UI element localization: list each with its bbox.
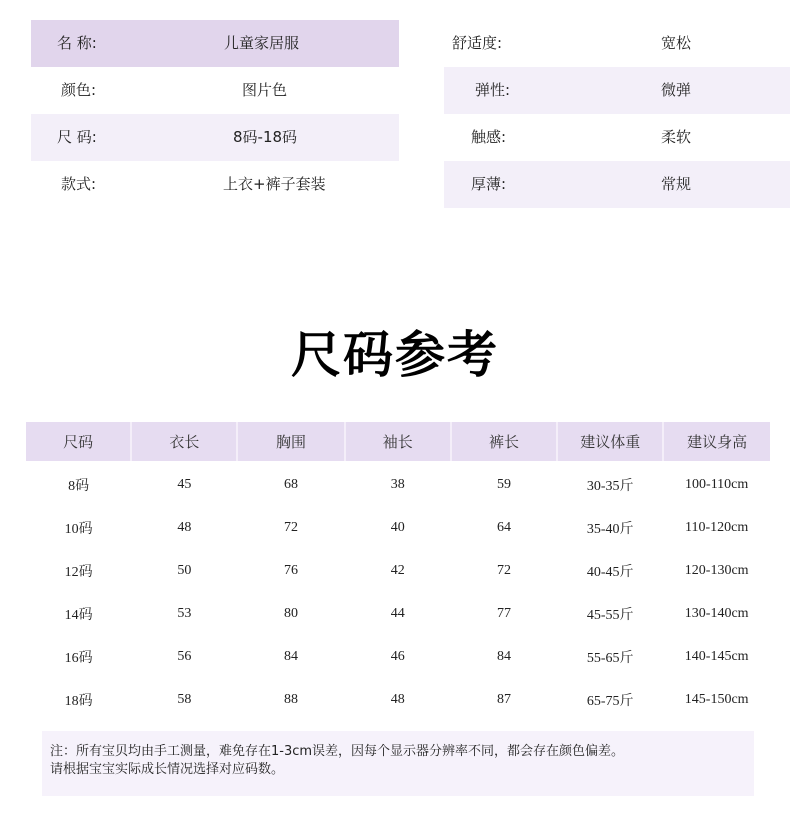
column-header: 建议体重 [557, 422, 663, 461]
table-cell: 84 [284, 648, 299, 664]
table-cell: 145-150cm [684, 691, 749, 707]
info-label: 弹性: [475, 81, 511, 99]
info-row-size [31, 114, 399, 161]
note-line: 请根据宝宝实际成长情况选择对应码数。 [50, 762, 285, 777]
info-label: 厚薄: [471, 175, 507, 193]
table-cell: 53 [177, 605, 192, 621]
table-cell: 16码 [64, 650, 93, 666]
table-cell: 50 [177, 562, 192, 578]
info-row-thickness [444, 161, 790, 208]
table-cell: 140-145cm [684, 648, 749, 664]
info-label: 款式: [61, 175, 97, 193]
table-cell: 58 [177, 691, 192, 707]
info-value: 儿童家居服 [224, 34, 300, 52]
table-cell: 120-130cm [684, 562, 749, 578]
table-row [26, 592, 770, 635]
table-cell: 48 [390, 691, 405, 707]
info-label: 触感: [471, 128, 507, 146]
column-header: 胸围 [237, 422, 344, 461]
table-cell: 56 [177, 648, 192, 664]
info-value: 柔软 [661, 128, 692, 146]
column-header: 裤长 [451, 422, 557, 461]
info-label: 名 称: [57, 34, 97, 52]
column-header: 衣长 [131, 422, 237, 461]
info-row-style [31, 161, 399, 208]
table-cell: 48 [177, 519, 192, 535]
table-cell: 84 [496, 648, 511, 664]
info-value: 宽松 [661, 34, 692, 52]
info-value: 图片色 [242, 81, 288, 99]
table-row [26, 635, 770, 678]
table-cell: 64 [496, 519, 511, 535]
table-header-row [26, 422, 770, 461]
size-chart-table [26, 422, 770, 721]
table-cell: 55-65斤 [586, 650, 634, 666]
info-value: 8码-18码 [233, 128, 298, 146]
product-info-left [31, 20, 399, 208]
table-cell: 100-110cm [685, 476, 749, 492]
info-label: 尺 码: [57, 128, 97, 146]
table-cell: 10码 [64, 521, 93, 537]
table-cell: 44 [390, 605, 405, 621]
table-cell: 35-40斤 [586, 521, 634, 537]
table-cell: 8码 [68, 478, 90, 494]
table-cell: 46 [390, 648, 405, 664]
table-cell: 72 [496, 562, 511, 578]
table-cell: 77 [496, 605, 511, 621]
table-cell: 110-120cm [685, 519, 749, 535]
info-row-color [31, 67, 399, 114]
measurement-note [42, 731, 754, 796]
note-line: 注：所有宝贝均由手工测量，难免存在1-3cm误差，因每个显示器分辨率不同，都会存在颜色偏差。 [50, 744, 625, 759]
table-row [26, 678, 770, 721]
info-row-touch [444, 114, 790, 161]
info-row-name [31, 20, 399, 67]
product-info-right [444, 20, 790, 208]
info-value: 微弹 [661, 81, 692, 99]
table-cell: 87 [496, 691, 511, 707]
info-value: 常规 [661, 175, 692, 193]
table-cell: 130-140cm [684, 605, 749, 621]
table-cell: 30-35斤 [586, 478, 634, 494]
table-cell: 65-75斤 [586, 693, 634, 709]
table-cell: 59 [496, 476, 511, 492]
info-row-comfort [444, 20, 790, 67]
column-header: 袖长 [345, 422, 451, 461]
section-title: 尺码参考 [291, 326, 499, 384]
info-label: 舒适度: [452, 34, 503, 52]
table-cell: 42 [390, 562, 405, 578]
table-cell: 45 [177, 476, 192, 492]
table-cell: 68 [284, 476, 299, 492]
table-cell: 40 [390, 519, 405, 535]
table-row [26, 506, 770, 549]
table-cell: 40-45斤 [586, 564, 634, 580]
table-cell: 12码 [64, 564, 93, 580]
table-cell: 45-55斤 [586, 607, 634, 623]
table-cell: 76 [284, 562, 299, 578]
column-header: 建议身高 [663, 422, 770, 461]
table-row [26, 461, 770, 506]
info-row-elasticity [444, 67, 790, 114]
info-value: 上衣+裤子套装 [223, 175, 326, 193]
table-cell: 38 [390, 476, 405, 492]
info-label: 颜色: [61, 81, 97, 99]
table-cell: 18码 [64, 693, 93, 709]
table-cell: 72 [284, 519, 299, 535]
table-row [26, 549, 770, 592]
column-header: 尺码 [26, 422, 131, 461]
table-cell: 80 [284, 605, 299, 621]
table-cell: 14码 [64, 607, 93, 623]
table-cell: 88 [284, 691, 299, 707]
